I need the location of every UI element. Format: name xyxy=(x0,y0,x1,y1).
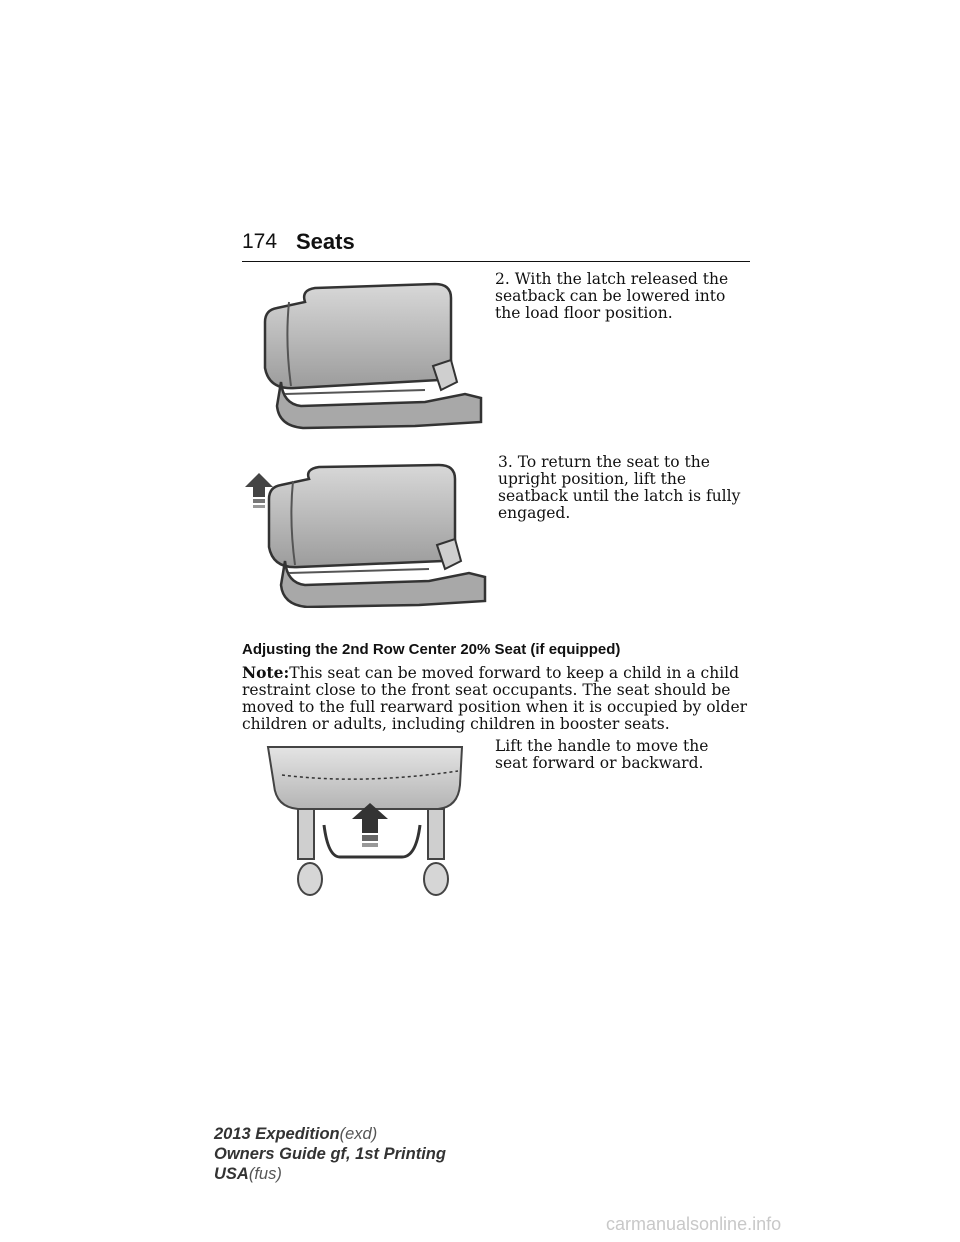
footer-guide: Owners Guide gf, 1st Printing xyxy=(214,1145,446,1163)
section-title: Seats xyxy=(296,229,355,254)
header-rule xyxy=(242,261,750,262)
step-2-text: 2. With the latch released the seatback can be lowered into the load floor position. xyxy=(495,270,729,322)
seat-lift-arrow-icon xyxy=(243,463,488,608)
seat-folded-icon xyxy=(255,282,485,430)
instruction-text: Lift the handle to move the seat forward or backward. xyxy=(495,737,709,772)
step-3-text: 3. To return the seat to the upright position, lift the seatback until the latch is fully engaged. xyxy=(498,453,741,522)
footer-model-code: (exd) xyxy=(339,1125,378,1143)
seat-handle-arrow-icon xyxy=(262,745,467,900)
note-text: This seat can be moved forward to keep a child in a child restraint close to the front seat occupants. The seat should be moved to the full rearward position when it is occupied by older children or adults, including children in booster seats. xyxy=(242,664,748,733)
document-footer xyxy=(214,1124,446,1184)
note-paragraph xyxy=(242,664,750,733)
subsection-heading: Adjusting the 2nd Row Center 20% Seat (if equipped) xyxy=(242,641,621,658)
watermark: carmanualsonline.info xyxy=(606,1214,782,1234)
page-header xyxy=(242,230,750,262)
footer-region-code: (fus) xyxy=(248,1165,282,1183)
note-label: Note: xyxy=(242,663,290,682)
footer-region: USA xyxy=(214,1165,249,1183)
footer-model: 2013 Expedition xyxy=(214,1125,340,1143)
page-number: 174 xyxy=(242,230,278,253)
